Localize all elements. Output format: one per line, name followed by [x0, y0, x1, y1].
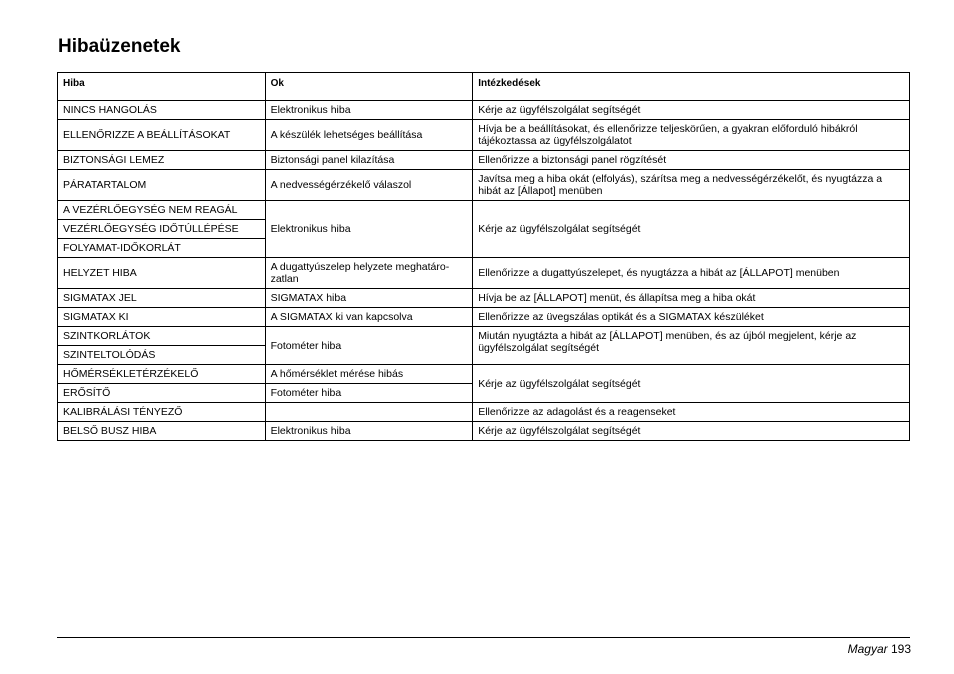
table-row — [58, 308, 910, 327]
table-row — [58, 101, 910, 120]
error-cell: BIZTONSÁGI LEMEZ — [58, 151, 266, 170]
cause-cell: Fotométer hiba — [265, 384, 473, 403]
error-cell: VEZÉRLŐEGYSÉG IDŐTÚLLÉPÉSE — [58, 220, 266, 239]
action-cell: Hívja be az [ÁLLAPOT] menüt, és állapítsa meg a hiba okát — [473, 289, 910, 308]
header-action: Intézkedések — [473, 73, 910, 101]
error-messages-table — [57, 72, 910, 441]
table-row — [58, 201, 910, 220]
cause-cell: A hőmérséklet mérése hibás — [265, 365, 473, 384]
cause-cell: A készülék lehetséges beállítása — [265, 120, 473, 151]
header-error: Hiba — [58, 73, 266, 101]
cause-cell: Elektronikus hiba — [265, 422, 473, 441]
error-cell: HŐMÉRSÉKLETÉRZÉKELŐ — [58, 365, 266, 384]
error-cell: HELYZET HIBA — [58, 258, 266, 289]
table-row — [58, 422, 910, 441]
table-row — [58, 151, 910, 170]
page-number: 193 — [890, 642, 911, 656]
action-cell: Kérje az ügyfélszolgálat segítségét — [473, 201, 910, 258]
cause-cell: Biztonsági panel kilazítása — [265, 151, 473, 170]
error-cell: ELLENŐRIZZE A BEÁLLÍTÁSOKAT — [58, 120, 266, 151]
table-row — [58, 120, 910, 151]
error-cell: SIGMATAX KI — [58, 308, 266, 327]
action-cell: Hívja be a beállításokat, és ellenőrizze teljeskörűen, a gyakran előforduló hibákról tájékoztassa az ügyfélszolgálatot — [473, 120, 910, 151]
table-row — [58, 258, 910, 289]
table-row — [58, 403, 910, 422]
table-row — [58, 327, 910, 346]
action-cell: Kérje az ügyfélszolgálat segítségét — [473, 365, 910, 403]
error-cell: SZINTELTOLÓDÁS — [58, 346, 266, 365]
error-cell: SZINTKORLÁTOK — [58, 327, 266, 346]
table-header-row — [58, 73, 910, 101]
cause-cell: Elektronikus hiba — [265, 201, 473, 258]
action-cell: Kérje az ügyfélszolgálat segítségét — [473, 101, 910, 120]
footer-divider — [57, 637, 910, 638]
cause-cell: A dugattyúszelep helyzete meghatáro-zatlan — [265, 258, 473, 289]
footer-language: Magyar — [847, 642, 888, 656]
table-row — [58, 170, 910, 201]
action-cell: Ellenőrizze az üvegszálas optikát és a SIGMATAX készüléket — [473, 308, 910, 327]
error-cell: SIGMATAX JEL — [58, 289, 266, 308]
cause-cell — [265, 403, 473, 422]
action-cell: Javítsa meg a hiba okát (elfolyás), szárítsa meg a nedvességérzékelőt, és nyugtázza a hibát az [Állapot] menüben — [473, 170, 910, 201]
cause-cell: Elektronikus hiba — [265, 101, 473, 120]
error-cell: PÁRATARTALOM — [58, 170, 266, 201]
error-cell: ERŐSÍTŐ — [58, 384, 266, 403]
action-cell: Ellenőrizze a dugattyúszelepet, és nyugtázza a hibát az [ÁLLAPOT] menüben — [473, 258, 910, 289]
page-footer — [848, 642, 911, 656]
page-title: Hibaüzenetek — [58, 36, 181, 57]
table-row — [58, 365, 910, 384]
action-cell: Miután nyugtázta a hibát az [ÁLLAPOT] menüben, és az újból megjelent, kérje az ügyfélszolgálat segítségét — [473, 327, 910, 365]
cause-cell: Fotométer hiba — [265, 327, 473, 365]
error-cell: BELSŐ BUSZ HIBA — [58, 422, 266, 441]
error-cell: FOLYAMAT-IDŐKORLÁT — [58, 239, 266, 258]
table-row — [58, 289, 910, 308]
header-cause: Ok — [265, 73, 473, 101]
error-cell: NINCS HANGOLÁS — [58, 101, 266, 120]
error-cell: KALIBRÁLÁSI TÉNYEZŐ — [58, 403, 266, 422]
action-cell: Ellenőrizze a biztonsági panel rögzítését — [473, 151, 910, 170]
cause-cell: A nedvességérzékelő válaszol — [265, 170, 473, 201]
cause-cell: SIGMATAX hiba — [265, 289, 473, 308]
cause-cell: A SIGMATAX ki van kapcsolva — [265, 308, 473, 327]
action-cell: Ellenőrizze az adagolást és a reagenseket — [473, 403, 910, 422]
error-cell: A VEZÉRLŐEGYSÉG NEM REAGÁL — [58, 201, 266, 220]
action-cell: Kérje az ügyfélszolgálat segítségét — [473, 422, 910, 441]
